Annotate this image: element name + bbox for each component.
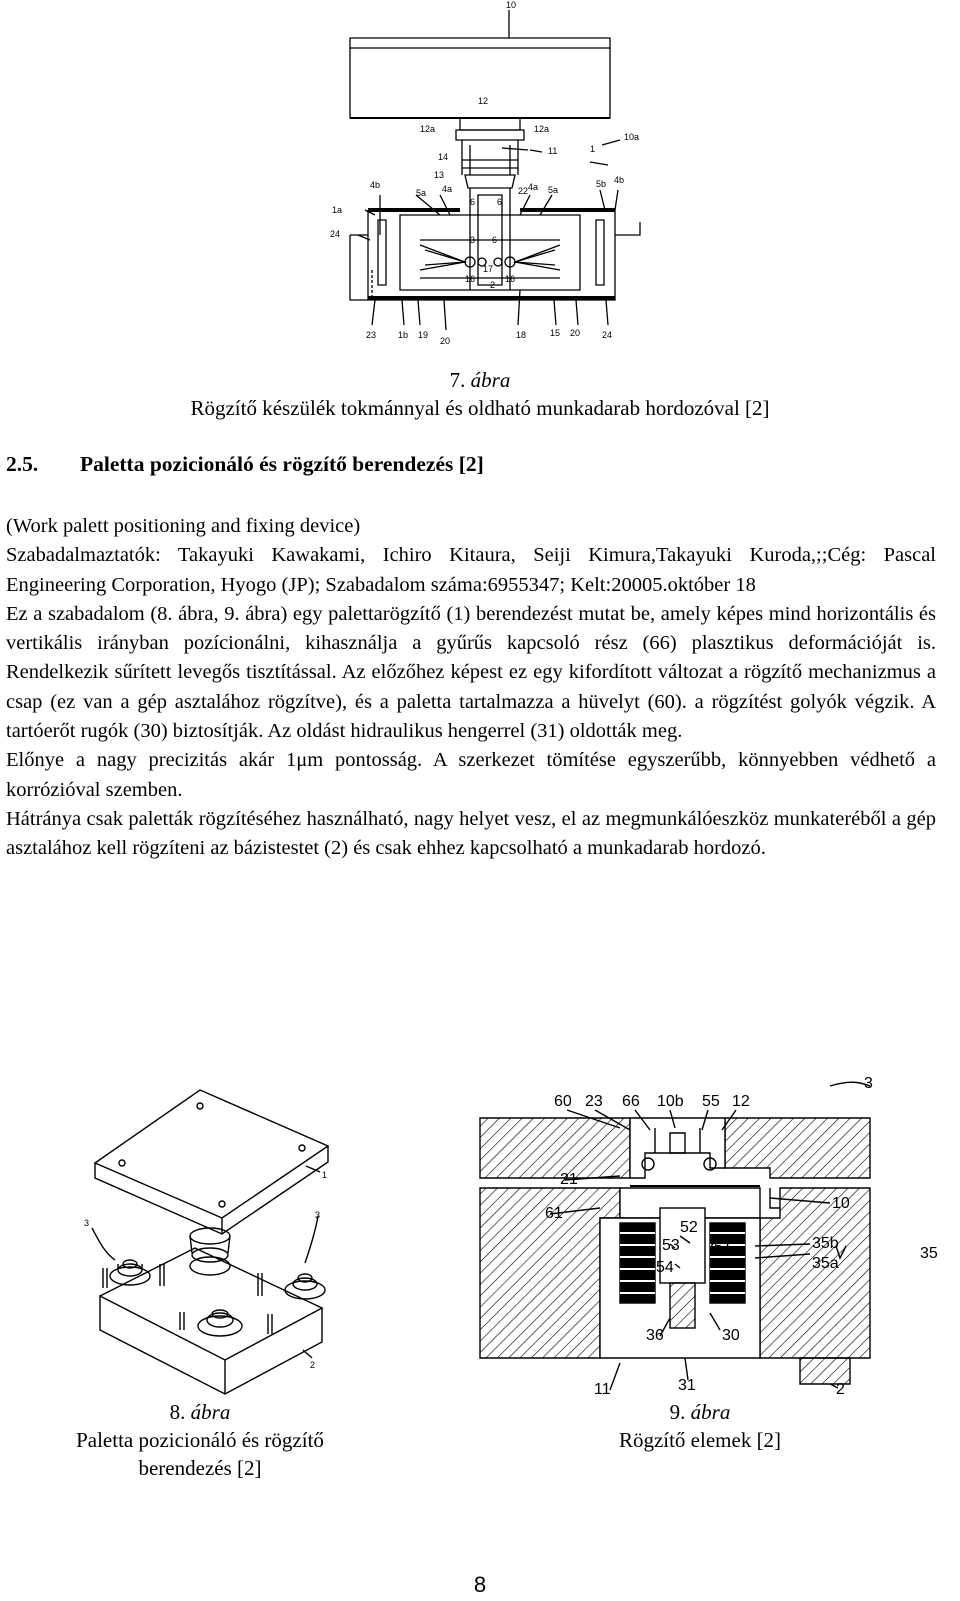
section-number: 2.5. — [6, 452, 39, 476]
svg-text:22: 22 — [518, 186, 529, 196]
svg-text:24: 24 — [602, 330, 613, 340]
figure-8-drawing — [70, 1068, 340, 1398]
svg-text:12: 12 — [732, 1093, 750, 1110]
svg-text:17: 17 — [483, 264, 494, 274]
english-title-line: (Work palett positioning and fixing device) — [6, 515, 361, 537]
svg-text:31: 31 — [678, 1377, 696, 1394]
figure-9-word: ábra — [690, 1400, 731, 1424]
svg-text:3: 3 — [315, 1210, 321, 1220]
svg-text:20: 20 — [570, 328, 581, 338]
svg-text:11: 11 — [594, 1381, 611, 1398]
svg-text:10a: 10a — [624, 132, 640, 142]
svg-text:13: 13 — [434, 170, 445, 180]
svg-text:10b: 10b — [657, 1093, 684, 1110]
description-paragraph: Ez a szabadalom (8. ábra, 9. ábra) egy palettarögzítő (1) berendezést mutat be, amely képes mind horizontális és vertikális irányban pozícionálni, kihasználja a gyűrűs kapcsoló rész (66) plasztikus deformációját is. Rendelkezik sűrített levegős tisztítással. Az előzőhez képest ez egy kifordított változat a rögzítő mechanizmus a csap (ez van a gép asztalához rögzítve), és a paletta tartalmazza a hüvelyt (60). a rögzítést golyók végzik. A tartóerőt rugók (30) biztosítják. Az oldást hidraulikus hengerrel (31) oldották meg. — [6, 602, 936, 743]
svg-text:52: 52 — [680, 1219, 698, 1236]
svg-text:35a: 35a — [812, 1255, 839, 1272]
svg-text:51: 51 — [714, 1239, 732, 1256]
svg-text:12a: 12a — [420, 124, 436, 134]
svg-text:23: 23 — [366, 330, 377, 340]
figure-7-word: ábra — [470, 368, 511, 392]
disadvantage-paragraph: Hátránya csak paletták rögzítéséhez használható, nagy helyet vesz, el az megmunkálóeszköz munkateréből a gép asztalához kell rögzíteni az bázistestet (2) és csak ehhez kapcsolható a munkadarab hordozó. — [6, 807, 936, 860]
svg-text:35: 35 — [920, 1245, 938, 1262]
svg-text:66: 66 — [622, 1093, 640, 1110]
section-heading — [6, 452, 484, 477]
svg-text:6: 6 — [497, 197, 503, 207]
svg-text:4b: 4b — [614, 175, 625, 185]
svg-text:14: 14 — [438, 152, 449, 162]
svg-text:10: 10 — [832, 1195, 850, 1212]
svg-text:60: 60 — [554, 1093, 572, 1110]
svg-text:15: 15 — [550, 328, 561, 338]
svg-text:20: 20 — [440, 336, 451, 346]
svg-text:1: 1 — [322, 1170, 328, 1180]
svg-text:30: 30 — [722, 1327, 740, 1344]
svg-text:55: 55 — [702, 1093, 720, 1110]
body-text — [6, 512, 936, 864]
svg-text:1b: 1b — [398, 330, 409, 340]
page-number: 8 — [473, 1572, 487, 1597]
advantage-paragraph: Előnye a nagy precizitás akár 1μm pontosság. A szerkezet tömítése egyszerűbb, könnyebben védhető a korrózióval szemben. — [6, 749, 936, 801]
svg-text:2: 2 — [836, 1381, 845, 1398]
svg-text:1: 1 — [590, 144, 596, 154]
figure-7-drawing — [320, 0, 650, 355]
patent-info-paragraph: Szabadalmaztatók: Takayuki Kawakami, Ichiro Kitaura, Seiji Kimura,Takayuki Kuroda,;;Cég: Pascal Engineering Corporation, Hyogo (JP); Szabadalom száma:6955347; Kelt:20005.október 18 — [6, 544, 936, 596]
svg-text:5a: 5a — [548, 185, 559, 195]
svg-text:53: 53 — [662, 1237, 680, 1254]
figure-8-number: 8. — [169, 1400, 186, 1424]
svg-text:3: 3 — [470, 235, 476, 245]
figure-9-caption — [540, 1398, 860, 1454]
svg-text:23: 23 — [585, 1093, 603, 1110]
svg-text:4a: 4a — [442, 184, 453, 194]
svg-text:16: 16 — [505, 274, 516, 284]
section-title: Paletta pozicionáló és rögzítő berendezés [2] — [80, 452, 484, 476]
figure-9-title: Rögzítő elemek [2] — [618, 1428, 782, 1452]
svg-text:2: 2 — [490, 280, 496, 290]
svg-text:24: 24 — [330, 229, 341, 239]
figure-8-title-line2: berendezés [2] — [138, 1456, 262, 1480]
svg-text:1a: 1a — [332, 205, 343, 215]
svg-text:4a: 4a — [528, 182, 539, 192]
svg-text:19: 19 — [418, 330, 429, 340]
svg-text:35b: 35b — [812, 1235, 839, 1252]
figure-9-drawing — [470, 1068, 950, 1400]
svg-text:2: 2 — [310, 1360, 316, 1370]
svg-text:5a: 5a — [416, 188, 427, 198]
svg-text:61: 61 — [545, 1205, 563, 1222]
figure-8-caption — [30, 1398, 370, 1482]
svg-text:16: 16 — [465, 274, 476, 284]
figure-7-title: Rögzítő készülék tokmánnyal és oldható munkadarab hordozóval [2] — [190, 396, 770, 420]
figure-8-word: ábra — [190, 1400, 231, 1424]
svg-text:54: 54 — [656, 1259, 674, 1276]
svg-text:11: 11 — [548, 146, 558, 156]
svg-text:6: 6 — [492, 235, 498, 245]
figure-7-caption — [100, 366, 860, 422]
svg-text:4b: 4b — [370, 180, 381, 190]
svg-text:3: 3 — [84, 1218, 90, 1228]
svg-text:36: 36 — [646, 1327, 664, 1344]
svg-text:18: 18 — [516, 330, 527, 340]
svg-text:3: 3 — [864, 1075, 873, 1092]
svg-text:6: 6 — [470, 197, 476, 207]
svg-text:10: 10 — [506, 0, 517, 10]
svg-text:5b: 5b — [596, 179, 607, 189]
svg-text:21: 21 — [560, 1171, 578, 1188]
svg-text:12a: 12a — [534, 124, 550, 134]
svg-text:12: 12 — [478, 96, 489, 106]
figure-9-number: 9. — [669, 1400, 686, 1424]
figure-8-title-line1: Paletta pozicionáló és rögzítő — [76, 1428, 324, 1452]
figure-7-number: 7. — [449, 368, 466, 392]
